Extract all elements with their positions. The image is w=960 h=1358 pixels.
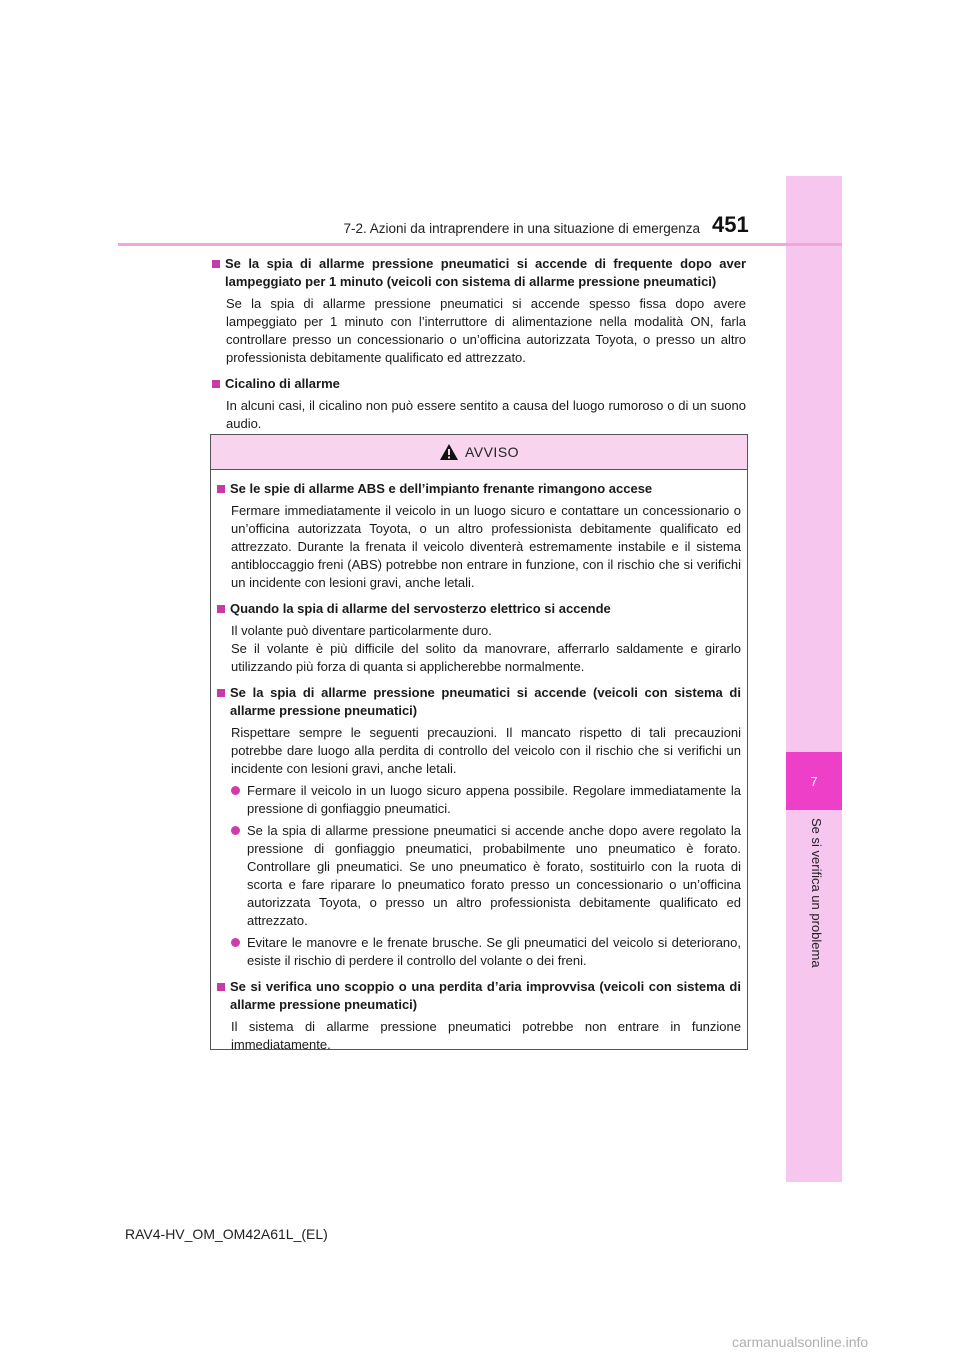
warning-triangle-icon	[439, 443, 459, 461]
page-number: 451	[712, 212, 749, 237]
square-bullet-icon	[217, 689, 225, 697]
warning-section-body: Fermare immediatamente il veicolo in un luogo sicuro e contattare un concessionario o un’officina autorizzata Toyota, o un altro professionista debitamente qualificato ed attrezzato. Durante la frenata il veicolo diventerà estremamente instabile e il sistema antibloccaggio freni (ABS) potrebbe non entrare in funzione, con il rischio che si verifichi un incidente con lesioni gravi, anche letali.	[231, 503, 741, 590]
chapter-label: Se si verifica un problema	[809, 818, 824, 968]
warning-content	[211, 470, 747, 1054]
warning-section-title: Quando la spia di allarme del servosterzo elettrico si accende	[230, 601, 611, 616]
header-rule	[118, 243, 842, 246]
section-heading	[212, 375, 746, 393]
warning-section-title: Se le spie di allarme ABS e dell’impianto frenante rimangono accese	[230, 481, 653, 496]
manual-code: RAV4-HV_OM_OM42A61L_(EL)	[125, 1226, 328, 1242]
circle-bullet-icon	[231, 786, 240, 795]
warning-section-body	[231, 622, 741, 676]
side-tab	[786, 176, 842, 1182]
warning-section-heading	[217, 978, 741, 1014]
warning-box	[210, 434, 748, 1050]
circle-bullet-icon	[231, 826, 240, 835]
list-item	[231, 782, 741, 818]
section-body: In alcuni casi, il cicalino non può essere sentito a causa del luogo rumoroso o di un suono audio.	[226, 398, 746, 431]
warning-section-title: Se la spia di allarme pressione pneumatici si accende (veicoli con sistema di allarme pressione pneumatici)	[230, 685, 741, 718]
circle-bullet-icon	[231, 938, 240, 947]
section-body: Se la spia di allarme pressione pneumatici si accende spesso fissa dopo avere lampeggiato per 1 minuto con l’interruttore di alimentazione nella modalità ON, farla controllare presso un concessionario o un’officina autorizzata Toyota, o presso un altro professionista debitamente qualificato ed attrezzato.	[226, 296, 746, 365]
square-bullet-icon	[212, 380, 220, 388]
watermark: carmanualsonline.info	[732, 1334, 869, 1350]
list-item	[231, 934, 741, 970]
section-heading	[212, 255, 746, 291]
section-title: Se la spia di allarme pressione pneumatici si accende di frequente dopo aver lampeggiato per 1 minuto (veicoli con sistema di allarme pressione pneumatici)	[225, 256, 746, 289]
square-bullet-icon	[217, 485, 225, 493]
warning-header	[211, 435, 747, 470]
warning-section-heading	[217, 684, 741, 720]
warning-section-heading	[217, 600, 741, 618]
warning-label: AVVISO	[464, 444, 520, 460]
bullet-text: Evitare le manovre e le frenate brusche. Se gli pneumatici del veicolo si deteriorano, esiste il rischio di perdere il controllo del volante o dei freni.	[247, 935, 741, 968]
bullet-text: Se la spia di allarme pressione pneumatici si accende anche dopo avere regolato la pressione di gonfiaggio pneumatici, probabilmente uno pneumatico è forato. Controllare gli pneumatici. Se uno pneumatico è forato, sostituirlo con la ruota di scorta e fare riparare lo pneumatico forato presso un concessionario o un’officina autorizzata Toyota, o presso un altro professionista debitamente qualificato ed attrezzato.	[247, 823, 741, 928]
square-bullet-icon	[212, 260, 220, 268]
square-bullet-icon	[217, 983, 225, 991]
warning-section-heading	[217, 480, 741, 498]
warning-section-body: Il sistema di allarme pressione pneumatici potrebbe non entrare in funzione immediatamente.	[231, 1019, 741, 1052]
square-bullet-icon	[217, 605, 225, 613]
bullet-text: Fermare il veicolo in un luogo sicuro appena possibile. Regolare immediatamente la pressione di gonfiaggio pneumatici.	[247, 783, 741, 816]
chapter-number: 7	[786, 752, 842, 810]
header-section-title: 7-2. Azioni da intraprendere in una situazione di emergenza	[343, 221, 700, 236]
list-item	[231, 822, 741, 930]
warning-body-line: Se il volante è più difficile del solito da manovrare, afferrarlo saldamente e girarlo utilizzando più forza di quanta si applicherebbe normalmente.	[231, 641, 741, 674]
warning-section-title: Se si verifica uno scoppio o una perdita d’aria improvvisa (veicoli con sistema di allarme pressione pneumatici)	[230, 979, 741, 1012]
section-title: Cicalino di allarme	[225, 376, 340, 391]
intro-content	[212, 255, 746, 433]
warning-body-line: Il volante può diventare particolarmente duro.	[231, 623, 492, 638]
warning-section-body: Rispettare sempre le seguenti precauzioni. Il mancato rispetto di tali precauzioni potrebbe dare luogo alla perdita di controllo del veicolo con il rischio che si verifichi un incidente con lesioni gravi, anche letali.	[231, 725, 741, 776]
